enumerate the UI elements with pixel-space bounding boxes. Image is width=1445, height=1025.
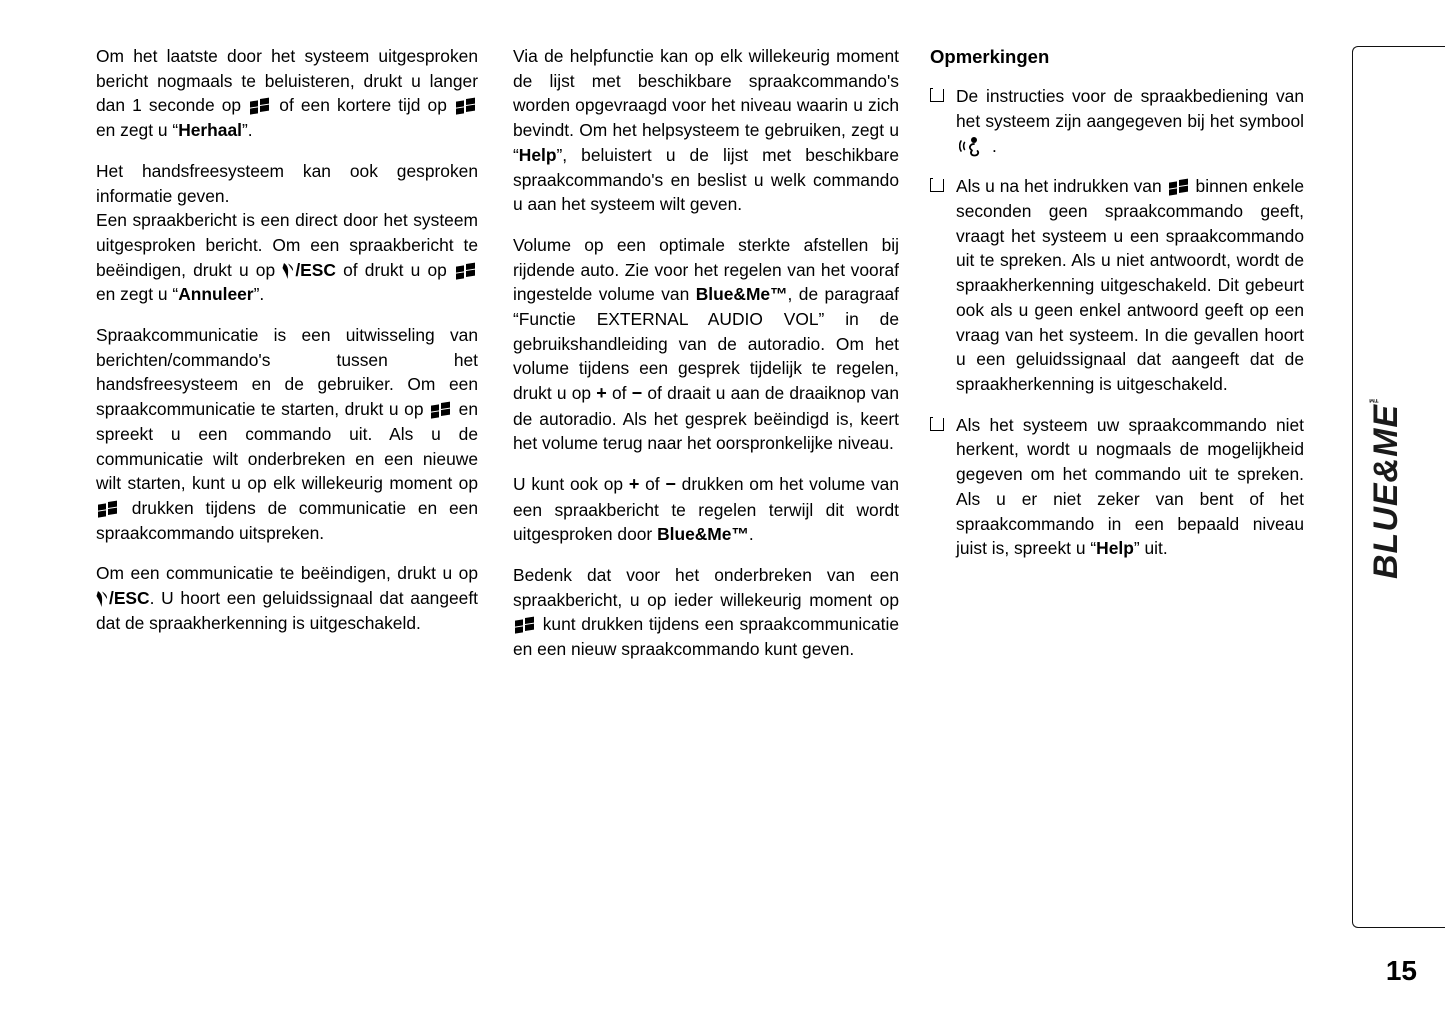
paragraph-text: Om een communicatie te beëindigen, drukt u op [96, 563, 478, 584]
paragraph-text: ”. [253, 284, 265, 305]
blueandme-button-icon [1169, 179, 1189, 197]
paragraph-onderbreken [513, 563, 899, 662]
paragraph-text: kunt drukken tijdens een spraakcommunicatie en een nieuw spraakcommando kunt geven. [513, 614, 899, 660]
plus-symbol: + [628, 474, 640, 495]
paragraph-text: drukken tijdens de communicatie en een spraakcommando uitspreken. [96, 497, 478, 543]
minus-symbol: − [631, 383, 643, 404]
trademark-symbol: ™ [1367, 390, 1380, 404]
minus-symbol: − [665, 474, 676, 495]
blueandme-wordmark [1367, 355, 1427, 615]
blueandme-button-icon [98, 500, 118, 518]
paragraph-text: of draait u aan de draaiknop van de autoradio. Als het gesprek beëindigd is, keert het volume terug naar het oorspronkelijke niveau. [513, 383, 899, 454]
paragraph-spraakcommunicatie [96, 323, 478, 545]
command-help: Help [1096, 538, 1134, 559]
phone-end-call-icon [96, 591, 108, 607]
paragraph-handsfree-info [96, 159, 478, 208]
notes-column [930, 44, 1304, 577]
paragraph-text: Om het laatste door het systeem uitgesproken bericht nogmaals te beluisteren, drukt u langer dan 1 seconde op [96, 46, 478, 116]
esc-label: /ESC [109, 588, 150, 609]
paragraph-helpfunctie [513, 44, 899, 217]
note-item [930, 84, 1304, 158]
wordmark-text: BLUE&ME [1367, 403, 1405, 580]
paragraph-text: Spraakcommunicatie is een uitwisseling van berichten/commando's tussen het handsfreesysteem en de gebruiker. Om een spraakcommunicatie te starten, drukt u op [96, 325, 478, 420]
blueandme-button-icon [456, 98, 476, 116]
paragraph-text: of [606, 383, 632, 404]
paragraph-text: . U hoort een geluidssignaal dat aangeeft dat de spraakherkenning is uitgeschakeld. [96, 588, 478, 633]
note-text: De instructies voor de spraakbediening van het systeem zijn aangegeven bij het symbool [956, 86, 1304, 131]
paragraph-text: en spreekt u een commando uit. Als u de communicatie wilt onderbreken en een nieuwe wilt starten, kunt u op elk willekeurig moment op [96, 399, 478, 494]
paragraph-text: , de paragraaf “Functie EXTERNAL AUDIO VOL” in de gebruikshandleiding van de autoradio. Om het volume tijdens een gesprek tijdelijk te regelen, drukt u op [513, 284, 899, 404]
notes-heading: Opmerkingen [930, 46, 1050, 67]
note-bullet-icon [930, 178, 944, 192]
paragraph-text: ”, beluistert u de lijst met beschikbare spraakcommando's en beslist u welk commando u aan het systeem wilt geven. [513, 144, 899, 215]
brand-blueandme: Blue&Me™ [657, 524, 749, 545]
paragraph-text: of een kortere tijd op [272, 95, 454, 116]
note-text: Als het systeem uw spraakcommando niet herkent, wordt u nogmaals de mogelijkheid gegeven om het commando uit te spreken. Als u er niet zeker van bent of het spraakcommando in een bepaald niveau juist is, spreekt u “ [956, 414, 1304, 559]
blueandme-button-icon [431, 402, 451, 420]
paragraph-text: en zegt u “ [96, 284, 179, 305]
note-bullet-icon [930, 88, 944, 102]
note-text: ” uit. [1133, 538, 1168, 559]
paragraph-text: Via de helpfunctie kan op elk willekeurig moment de lijst met beschikbare spraakcommando's worden opgevraagd voor het niveau waarin u zich bevindt. Om het helpsysteem te gebruiken, zegt u “ [513, 46, 899, 165]
blueandme-button-icon [250, 98, 270, 116]
text-column-2 [513, 44, 899, 678]
note-bullet-icon [930, 417, 944, 431]
note-text: binnen enkele seconden geen spraakcommando geeft, vraagt het systeem u een spraakcommando uit te spreken. Als u niet antwoordt, wordt de spraakherkenning uitgeschakeld. Dit gebeurt ook als u geen enkel antwoord geeft op een vraag van het systeem. In die gevallen hoort u een geluidssignaal dat aangeeft dat de spraakherkenning is uitgeschakeld. [956, 176, 1304, 394]
command-annuleer: Annuleer [178, 284, 254, 305]
command-help: Help [518, 144, 557, 165]
paragraph-text: Het handsfreesysteem kan ook gesproken informatie geven. [96, 160, 478, 206]
note-text: Als u na het indrukken van [956, 176, 1167, 197]
paragraph-text: en zegt u “ [96, 120, 179, 141]
note-text: . [992, 135, 997, 156]
paragraph-text: drukken om het volume van een spraakbericht te regelen terwijl dit wordt uitgesproken door [513, 474, 899, 545]
paragraph-text: ”. [241, 120, 253, 141]
blueandme-button-icon [456, 262, 476, 280]
paragraph-text: Een spraakbericht is een direct door het systeem uitgesproken bericht. Om een spraakbericht te beëindigen, drukt u op [96, 210, 478, 280]
paragraph-text: . [748, 524, 754, 545]
note-item [930, 174, 1304, 396]
paragraph-communicatie-beeindigen [96, 561, 478, 635]
voice-recognition-icon [959, 135, 989, 157]
blueandme-button-icon [515, 617, 535, 635]
paragraph-text: of drukt u op [335, 259, 454, 280]
brand-blueandme: Blue&Me™ [695, 284, 788, 305]
command-herhaal: Herhaal [178, 120, 242, 141]
page-number: 15 [1385, 955, 1417, 986]
paragraph-repeat-message [96, 44, 478, 143]
esc-label: /ESC [295, 259, 336, 280]
paragraph-volume-afstellen [513, 233, 899, 456]
plus-symbol: + [596, 383, 607, 404]
paragraph-text: Bedenk dat voor het onderbreken van een spraakbericht, u op ieder willekeurig moment op [513, 565, 899, 610]
paragraph-text: U kunt ook op [513, 474, 629, 495]
paragraph-text: of [639, 474, 666, 495]
text-column-1 [96, 44, 478, 651]
note-item [930, 413, 1304, 561]
phone-end-call-icon [282, 263, 294, 279]
paragraph-text: Volume op een optimale sterkte afstellen bij rijdende auto. Zie voor het regelen van het vooraf ingestelde volume van [513, 234, 899, 305]
paragraph-volume-spraakbericht [513, 472, 899, 547]
paragraph-spraakbericht [96, 208, 478, 307]
